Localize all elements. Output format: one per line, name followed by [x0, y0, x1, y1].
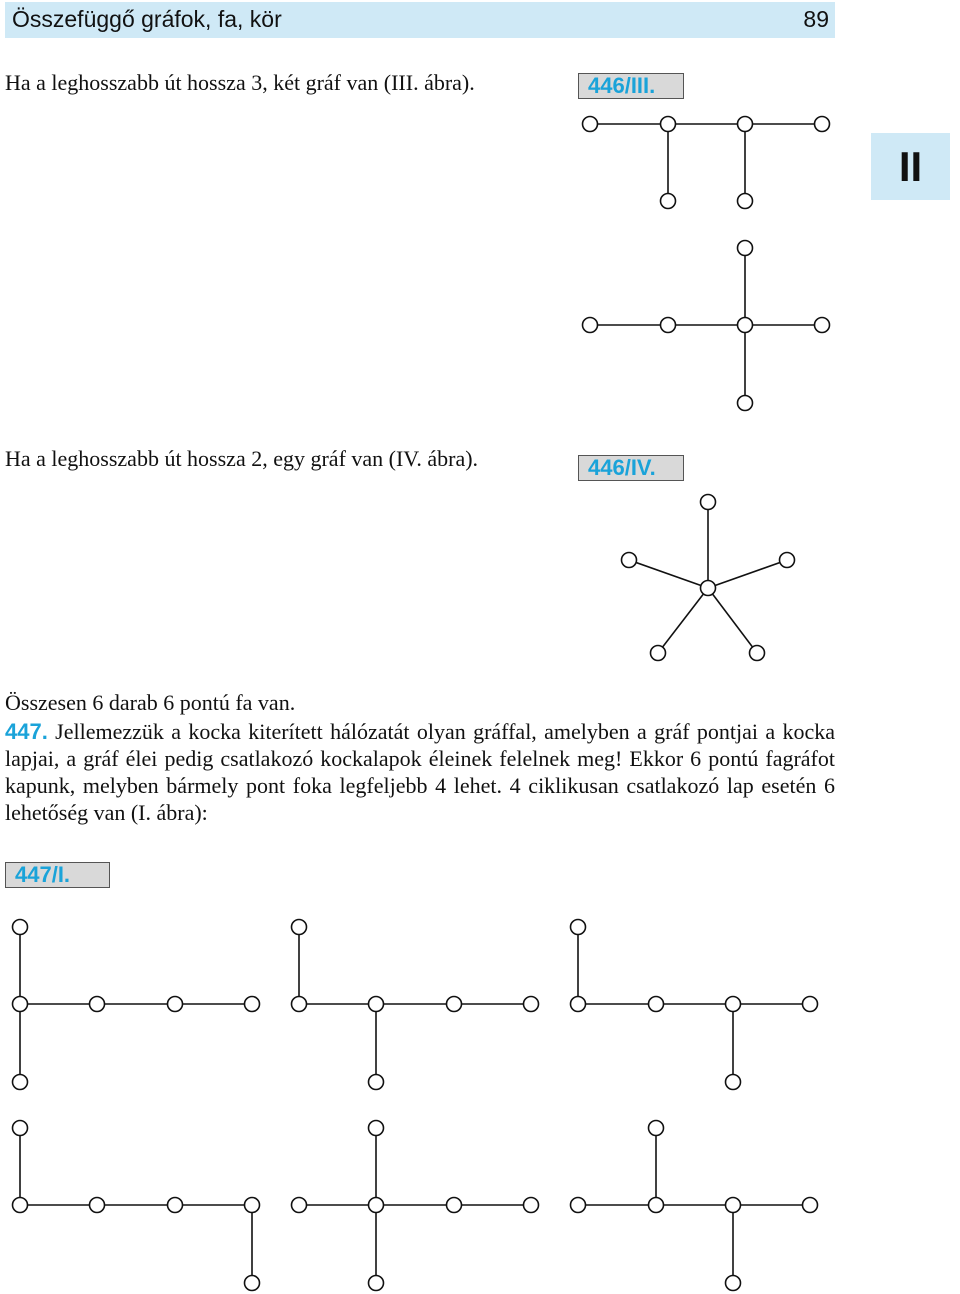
chapter-title: Összefüggő gráfok, fa, kör: [12, 6, 282, 32]
graph-vertex: [369, 1198, 384, 1213]
graph-447-i-5: [292, 1121, 539, 1291]
text-line-iv: Ha a leghosszabb út hossza 2, egy gráf van (IV. ábra).: [5, 446, 479, 471]
graph-446-iii-b: [583, 241, 830, 411]
graph-vertex: [750, 646, 765, 661]
graph-vertex: [649, 1121, 664, 1136]
graph-vertex: [622, 553, 637, 568]
graph-vertex: [571, 997, 586, 1012]
graph-447-i-6: [571, 1121, 818, 1291]
graph-vertex: [292, 1198, 307, 1213]
graph-vertex: [583, 117, 598, 132]
page-number: 89: [803, 6, 829, 32]
graph-vertex: [90, 1198, 105, 1213]
graph-447-i-4: [13, 1121, 260, 1291]
graph-vertex: [701, 495, 716, 510]
graph-447-i-1: [13, 920, 260, 1090]
problem-text: Jellemezzük a kocka kiterített hálózatát olyan gráffal, amelyben a gráf pontjai a kocka lapjai, a gráf élei pedig csatlakozó kockalapok éleinek felelnek meg! Ekkor 6 pontú fagráfot kapunk, melyben bármely pont foka legfeljebb 4 lehet. 4 ciklikusan csatlakozó lap esetén 6 lehetőség van (I. ábra):: [5, 719, 835, 825]
graph-vertex: [815, 117, 830, 132]
graph-vertex: [815, 318, 830, 333]
graph-vertex: [245, 1276, 260, 1291]
graph-vertex: [651, 646, 666, 661]
graph-vertex: [661, 318, 676, 333]
graph-vertex: [13, 997, 28, 1012]
graph-vertex: [738, 318, 753, 333]
graph-vertex: [571, 920, 586, 935]
graph-vertex: [524, 1198, 539, 1213]
graph-vertex: [726, 997, 741, 1012]
graph-vertex: [583, 318, 598, 333]
graph-vertex: [738, 194, 753, 209]
graph-vertex: [168, 1198, 183, 1213]
summary-line: Összesen 6 darab 6 pontú fa van.: [5, 690, 296, 715]
graph-vertex: [571, 1198, 586, 1213]
graph-446-iii-a: [583, 117, 830, 209]
problem-number: 447.: [5, 719, 48, 744]
graph-vertex: [245, 1198, 260, 1213]
graph-446-iv: [622, 495, 795, 661]
graph-vertex: [90, 997, 105, 1012]
graph-vertex: [245, 997, 260, 1012]
graph-vertex: [661, 194, 676, 209]
graph-vertex: [726, 1198, 741, 1213]
chapter-tab: II: [871, 133, 950, 200]
graph-vertex: [738, 117, 753, 132]
graph-vertex: [726, 1276, 741, 1291]
text-line-iii: Ha a leghosszabb út hossza 3, két gráf van (III. ábra).: [5, 70, 475, 95]
graph-vertex: [780, 553, 795, 568]
graph-vertex: [649, 997, 664, 1012]
graph-vertex: [803, 1198, 818, 1213]
graph-vertex: [13, 1075, 28, 1090]
graph-447-i-2: [292, 920, 539, 1090]
graph-edge: [708, 560, 787, 588]
figure-label-446-iv: 446/IV.: [578, 455, 684, 481]
graph-vertex: [803, 997, 818, 1012]
graph-vertex: [292, 920, 307, 935]
graph-vertex: [649, 1198, 664, 1213]
graph-vertex: [369, 1121, 384, 1136]
graph-edge: [658, 588, 708, 653]
graph-edge: [708, 588, 757, 653]
graph-vertex: [13, 1121, 28, 1136]
graph-vertex: [13, 920, 28, 935]
graph-vertex: [661, 117, 676, 132]
graph-447-i-3: [571, 920, 818, 1090]
figure-label-447-i: 447/I.: [5, 862, 110, 888]
graph-edge: [629, 560, 708, 588]
graph-vertex: [292, 997, 307, 1012]
graph-vertex: [369, 1276, 384, 1291]
graph-vertex: [369, 1075, 384, 1090]
graph-vertex: [726, 1075, 741, 1090]
graph-vertex: [13, 1198, 28, 1213]
figure-label-446-iii: 446/III.: [578, 73, 684, 99]
graph-vertex: [168, 997, 183, 1012]
graph-vertex: [447, 997, 462, 1012]
graph-vertex: [369, 997, 384, 1012]
graph-vertex: [738, 241, 753, 256]
graph-vertex: [447, 1198, 462, 1213]
graph-vertex: [524, 997, 539, 1012]
graph-vertex: [701, 581, 716, 596]
graph-vertex: [738, 396, 753, 411]
